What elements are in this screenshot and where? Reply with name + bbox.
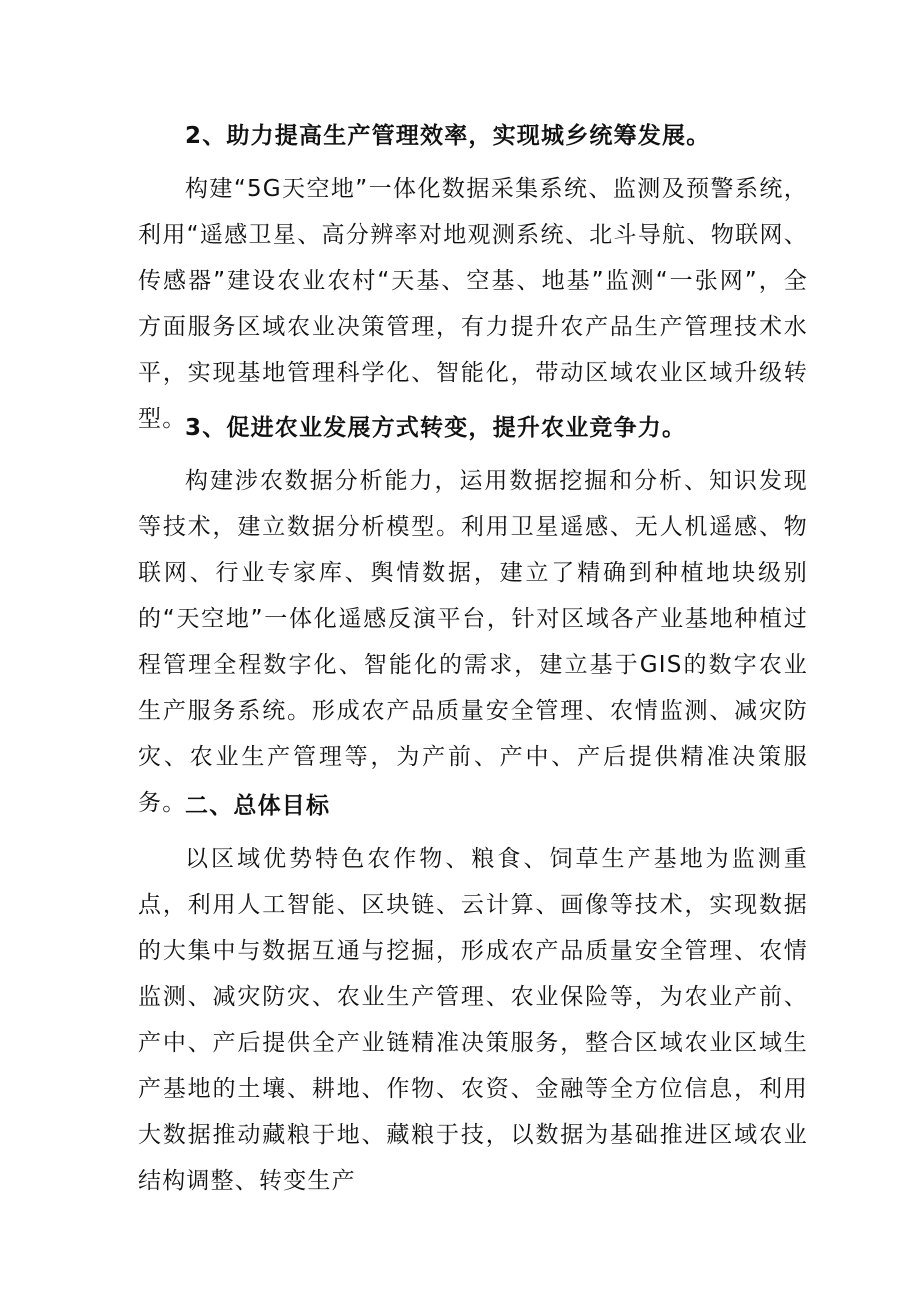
section-paragraph-3: 构建涉农数据分析能力，运用数据挖掘和分析、知识发现等技术，建立数据分析模型。利用卫星遥感、无人机遥感、物联网、行业专家库、舆情数据，建立了精确到种植地块级别的“天空地”一体化遥感反演平台，针对区域各产业基地种植过程管理全程数字化、智能化的需求，建立基于GIS的数字农业生产服务系统。形成农产品质量安全管理、农情监测、减灾防灾、农业生产管理等，为产前、产中、产后提供精准决策服务。 [138, 468, 808, 816]
section-heading-2: 2、助力提高生产管理效率，实现城乡统筹发展。 [185, 123, 711, 149]
section-paragraph-overall-goal: 以区域优势特色农作物、粮食、饲草生产基地为监测重点，利用人工智能、区块链、云计算、画像等技术，实现数据的大集中与数据互通与挖掘，形成农产品质量安全管理、农情监测、减灾防灾、农业生产管理、农业保险等，为农业产前、产中、产后提供全产业链精准决策服务，整合区域农业区域生产基地的土壤、耕地、作物、农资、金融等全方位信息，利用大数据推动藏粮于地、藏粮于技，以数据为基础推进区域农业结构调整、转变生产 [138, 846, 808, 1194]
section-heading-3: 3、促进农业发展方式转变，提升农业竞争力。 [185, 415, 687, 441]
section-heading-overall-goal: 二、总体目标 [185, 793, 331, 819]
section-paragraph-2: 构建“5G天空地”一体化数据采集系统、监测及预警系统，利用“遥感卫星、高分辨率对地观测系统、北斗导航、物联网、传感器”建设农业农村“天基、空基、地基”监测“一张网”，全方面服务区域农业决策管理，有力提升农产品生产管理技术水平，实现基地管理科学化、智能化，带动区域农业区域升级转型。 [138, 176, 808, 432]
